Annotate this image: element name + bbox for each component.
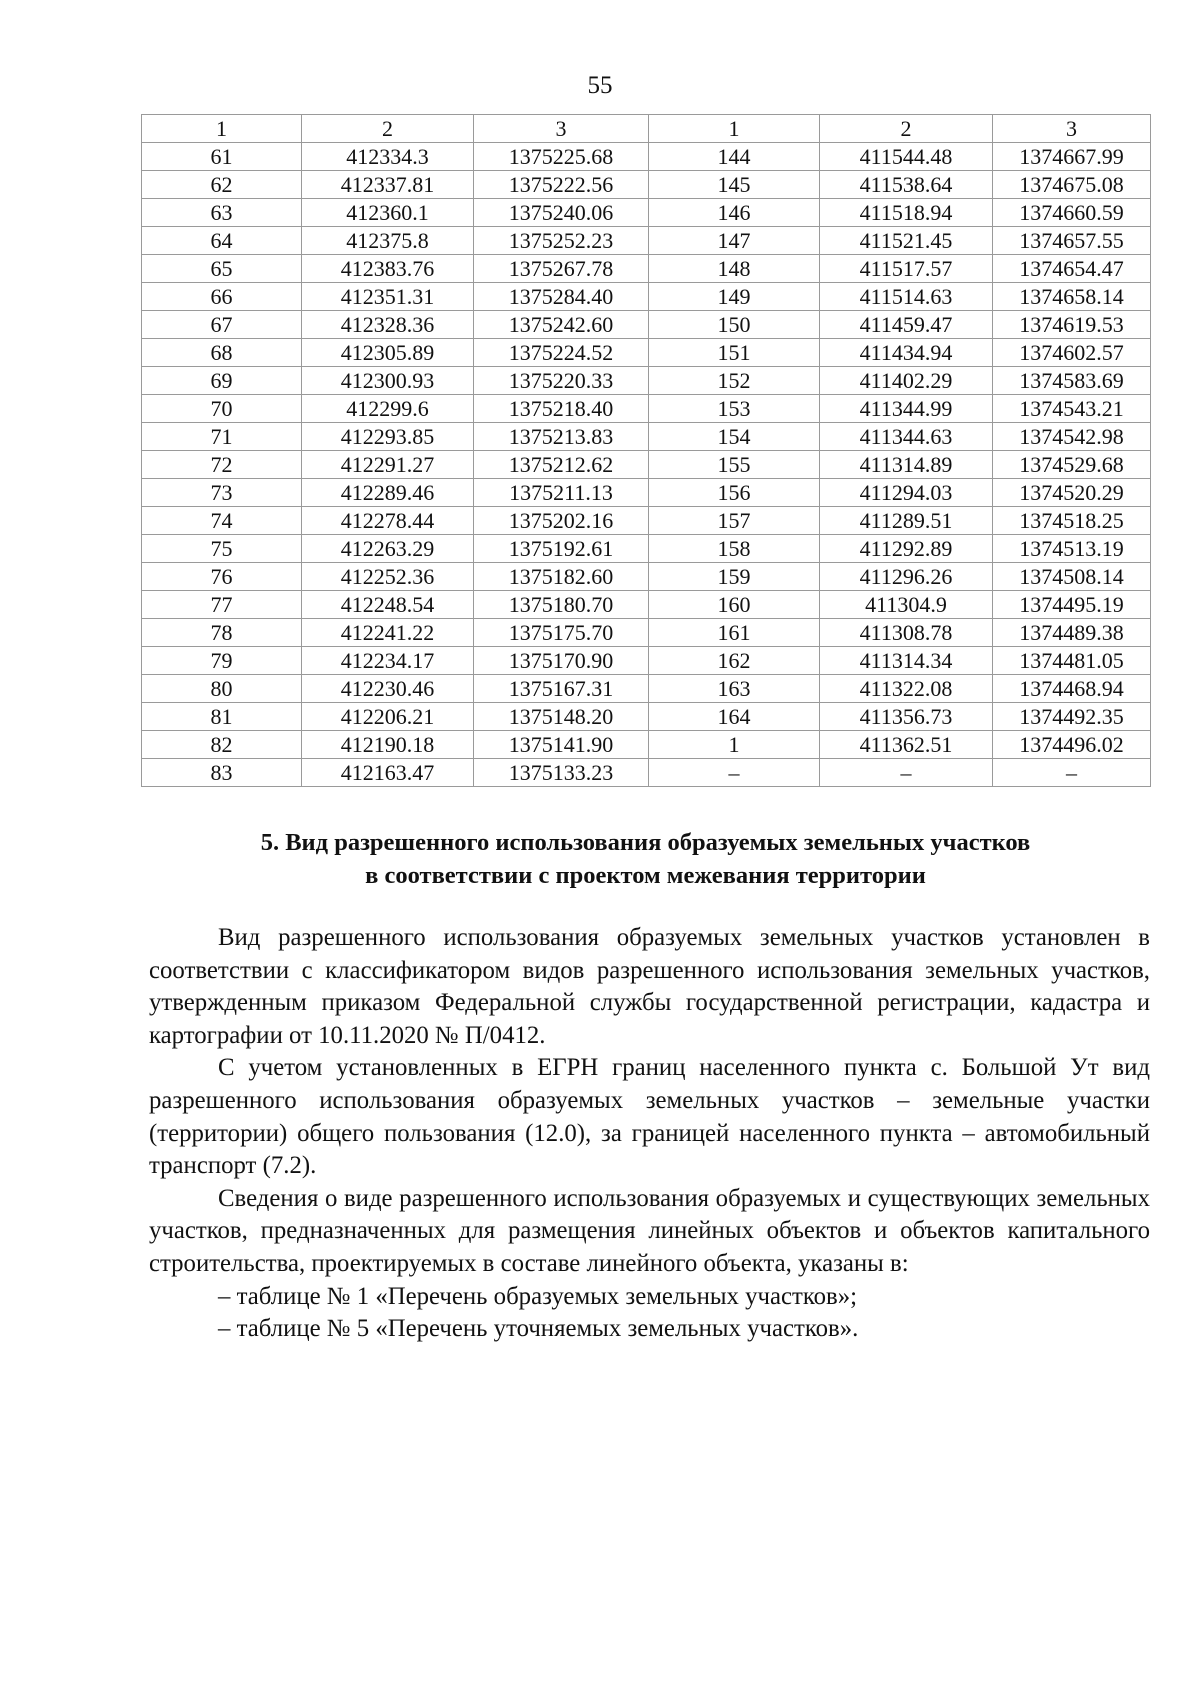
table-row (142, 451, 1151, 479)
table-cell: 1375218.40 (474, 395, 649, 423)
table-cell: 412289.46 (302, 479, 474, 507)
table-cell: 159 (649, 563, 820, 591)
section-heading-line-2: в соответствии с проектом межевания территории (365, 862, 926, 889)
table-row (142, 255, 1151, 283)
table-cell: 411362.51 (820, 731, 993, 759)
table-cell: 1374508.14 (993, 563, 1151, 591)
table-cell: 1375170.90 (474, 647, 649, 675)
table-cell: 149 (649, 283, 820, 311)
table-cell: 154 (649, 423, 820, 451)
table-row (142, 479, 1151, 507)
table-row (142, 703, 1151, 731)
table-cell: 412337.81 (302, 171, 474, 199)
table-cell: 411294.03 (820, 479, 993, 507)
table-cell: 76 (142, 563, 302, 591)
table-cell: 411344.63 (820, 423, 993, 451)
table-cell: 1374492.35 (993, 703, 1151, 731)
table-cell: 147 (649, 227, 820, 255)
table-cell: 156 (649, 479, 820, 507)
table-row (142, 311, 1151, 339)
table-cell: 144 (649, 143, 820, 171)
table-cell: 161 (649, 619, 820, 647)
table-cell: – (993, 759, 1151, 787)
section-body (149, 922, 1150, 1346)
table-header-row (142, 115, 1151, 143)
table-cell: 412278.44 (302, 507, 474, 535)
table-row (142, 283, 1151, 311)
table-cell: 73 (142, 479, 302, 507)
table-cell: 412293.85 (302, 423, 474, 451)
table-row (142, 647, 1151, 675)
table-cell: 411518.94 (820, 199, 993, 227)
table-cell: 412351.31 (302, 283, 474, 311)
table-cell: 411292.89 (820, 535, 993, 563)
table-cell: 145 (649, 171, 820, 199)
table-cell: 1375141.90 (474, 731, 649, 759)
table-cell: 1375192.61 (474, 535, 649, 563)
section-heading (141, 826, 1150, 892)
table-cell: 1374481.05 (993, 647, 1151, 675)
table-cell: 1374543.21 (993, 395, 1151, 423)
table-cell: 70 (142, 395, 302, 423)
table-cell: 1374658.14 (993, 283, 1151, 311)
table-cell: 66 (142, 283, 302, 311)
table-cell: 74 (142, 507, 302, 535)
table-cell: 148 (649, 255, 820, 283)
table-cell: 155 (649, 451, 820, 479)
table-cell: 1375242.60 (474, 311, 649, 339)
table-cell: 411289.51 (820, 507, 993, 535)
table-cell: – (649, 759, 820, 787)
table-cell: 1374667.99 (993, 143, 1151, 171)
table-cell: 1375211.13 (474, 479, 649, 507)
table-cell: 62 (142, 171, 302, 199)
table-cell: 412375.8 (302, 227, 474, 255)
table-cell: 1375252.23 (474, 227, 649, 255)
table-cell: 411514.63 (820, 283, 993, 311)
paragraph: Сведения о виде разрешенного использования образуемых и существующих земельных участков, предназначенных для размещения линейных объектов и объектов капитального строительства, проектируемых в составе линейного объекта, указаны в: (149, 1184, 1150, 1277)
table-cell: 71 (142, 423, 302, 451)
table-cell: 79 (142, 647, 302, 675)
table-cell: 1374489.38 (993, 619, 1151, 647)
table-cell: 1375182.60 (474, 563, 649, 591)
table-row (142, 171, 1151, 199)
table-cell: 411356.73 (820, 703, 993, 731)
table-row (142, 563, 1151, 591)
column-header: 2 (302, 115, 474, 143)
table-cell: 1374468.94 (993, 675, 1151, 703)
table-cell: 412305.89 (302, 339, 474, 367)
table-cell: 63 (142, 199, 302, 227)
table-cell: 411544.48 (820, 143, 993, 171)
table-cell: 75 (142, 535, 302, 563)
column-header: 1 (649, 115, 820, 143)
table-row (142, 143, 1151, 171)
table-cell: 1374518.25 (993, 507, 1151, 535)
table-cell: 1375175.70 (474, 619, 649, 647)
table-cell: 1375212.62 (474, 451, 649, 479)
table-cell: 65 (142, 255, 302, 283)
table-cell: 1 (649, 731, 820, 759)
column-header: 1 (142, 115, 302, 143)
table-cell: 1374513.19 (993, 535, 1151, 563)
table-cell: 163 (649, 675, 820, 703)
table-cell: 412234.17 (302, 647, 474, 675)
table-cell: 412252.36 (302, 563, 474, 591)
table-cell: 1375148.20 (474, 703, 649, 731)
table-cell: 78 (142, 619, 302, 647)
table-cell: 1374654.47 (993, 255, 1151, 283)
table-cell: 412248.54 (302, 591, 474, 619)
table-cell: 146 (649, 199, 820, 227)
table-cell: 152 (649, 367, 820, 395)
column-header: 3 (993, 115, 1151, 143)
table-cell: 1375220.33 (474, 367, 649, 395)
table-cell: 1375284.40 (474, 283, 649, 311)
table-cell: 80 (142, 675, 302, 703)
table-cell: 1374542.98 (993, 423, 1151, 451)
table-cell: 411314.34 (820, 647, 993, 675)
table-row (142, 507, 1151, 535)
table-cell: 61 (142, 143, 302, 171)
table-cell: 81 (142, 703, 302, 731)
table-cell: 1374675.08 (993, 171, 1151, 199)
table-cell: 1375202.16 (474, 507, 649, 535)
table-cell: 69 (142, 367, 302, 395)
table-row (142, 227, 1151, 255)
list-item: – таблице № 1 «Перечень образуемых земельных участков»; (218, 1282, 858, 1310)
table-cell: 1374529.68 (993, 451, 1151, 479)
table-row (142, 367, 1151, 395)
table-cell: 412291.27 (302, 451, 474, 479)
table-cell: 411521.45 (820, 227, 993, 255)
table-cell: 67 (142, 311, 302, 339)
table-cell: 1375133.23 (474, 759, 649, 787)
table-cell: 411296.26 (820, 563, 993, 591)
column-header: 3 (474, 115, 649, 143)
table-cell: 157 (649, 507, 820, 535)
table-cell: 412230.46 (302, 675, 474, 703)
table-cell: 412299.6 (302, 395, 474, 423)
table-cell: 412383.76 (302, 255, 474, 283)
table-cell: 153 (649, 395, 820, 423)
table-cell: 411402.29 (820, 367, 993, 395)
table-cell: 411304.9 (820, 591, 993, 619)
table-cell: 1374496.02 (993, 731, 1151, 759)
column-header: 2 (820, 115, 993, 143)
table-cell: 412163.47 (302, 759, 474, 787)
table-cell: 411322.08 (820, 675, 993, 703)
table-cell: 1375180.70 (474, 591, 649, 619)
table-row (142, 759, 1151, 787)
table-cell: 412263.29 (302, 535, 474, 563)
table-cell: 412328.36 (302, 311, 474, 339)
table-cell: 411308.78 (820, 619, 993, 647)
table-cell: 411344.99 (820, 395, 993, 423)
table-row (142, 535, 1151, 563)
table-row (142, 619, 1151, 647)
table-cell: 160 (649, 591, 820, 619)
table-cell: 64 (142, 227, 302, 255)
table-cell: 83 (142, 759, 302, 787)
table-row (142, 199, 1151, 227)
table-cell: 411538.64 (820, 171, 993, 199)
table-cell: 162 (649, 647, 820, 675)
table-cell: 412206.21 (302, 703, 474, 731)
table-cell: 1375225.68 (474, 143, 649, 171)
paragraph: С учетом установленных в ЕГРН границ населенного пункта с. Большой Ут вид разрешенного использования образуемых земельных участков – земельные участки (территории) общего пользования (12.0), за границей населенного пункта – автомобильный транспорт (7.2). (149, 1054, 1150, 1180)
table-cell: 1375224.52 (474, 339, 649, 367)
paragraph: Вид разрешенного использования образуемых земельных участков установлен в соответствии с классификатором видов разрешенного использования земельных участков, утвержденным приказом Федеральной службы государственной регистрации, кадастра и картографии от 10.11.2020 № П/0412. (149, 924, 1150, 1049)
table-cell: 72 (142, 451, 302, 479)
table-row (142, 675, 1151, 703)
table-cell: 151 (649, 339, 820, 367)
section-heading-line-1: 5. Вид разрешенного использования образуемых земельных участков (260, 829, 1031, 856)
table-row (142, 339, 1151, 367)
table-cell: 411434.94 (820, 339, 993, 367)
list-item: – таблице № 5 «Перечень уточняемых земельных участков». (218, 1315, 859, 1343)
table-cell: 412334.3 (302, 143, 474, 171)
page-number: 55 (587, 72, 613, 99)
table-cell: 1375213.83 (474, 423, 649, 451)
table-cell: 412300.93 (302, 367, 474, 395)
table-cell: 1374602.57 (993, 339, 1151, 367)
table-row (142, 423, 1151, 451)
table-cell: 411517.57 (820, 255, 993, 283)
table-cell: 412241.22 (302, 619, 474, 647)
table-cell: 1374660.59 (993, 199, 1151, 227)
table-cell: 1375240.06 (474, 199, 649, 227)
table-cell: 82 (142, 731, 302, 759)
table-cell: 412190.18 (302, 731, 474, 759)
table-cell: 68 (142, 339, 302, 367)
table-row (142, 395, 1151, 423)
coordinates-table (141, 114, 1151, 787)
table-cell: 1374520.29 (993, 479, 1151, 507)
table-cell: 1375167.31 (474, 675, 649, 703)
table-cell: 411459.47 (820, 311, 993, 339)
table-cell: 150 (649, 311, 820, 339)
table-cell: 1374495.19 (993, 591, 1151, 619)
table-cell: 1374657.55 (993, 227, 1151, 255)
table-cell: 158 (649, 535, 820, 563)
table-row (142, 731, 1151, 759)
table-cell: 411314.89 (820, 451, 993, 479)
table-cell: 1374619.53 (993, 311, 1151, 339)
table-cell: 1375267.78 (474, 255, 649, 283)
table-cell: 412360.1 (302, 199, 474, 227)
table-cell: 1375222.56 (474, 171, 649, 199)
table-cell: 164 (649, 703, 820, 731)
table-cell: 1374583.69 (993, 367, 1151, 395)
table-cell: – (820, 759, 993, 787)
table-cell: 77 (142, 591, 302, 619)
table-row (142, 591, 1151, 619)
coordinates-table-body (142, 115, 1151, 787)
